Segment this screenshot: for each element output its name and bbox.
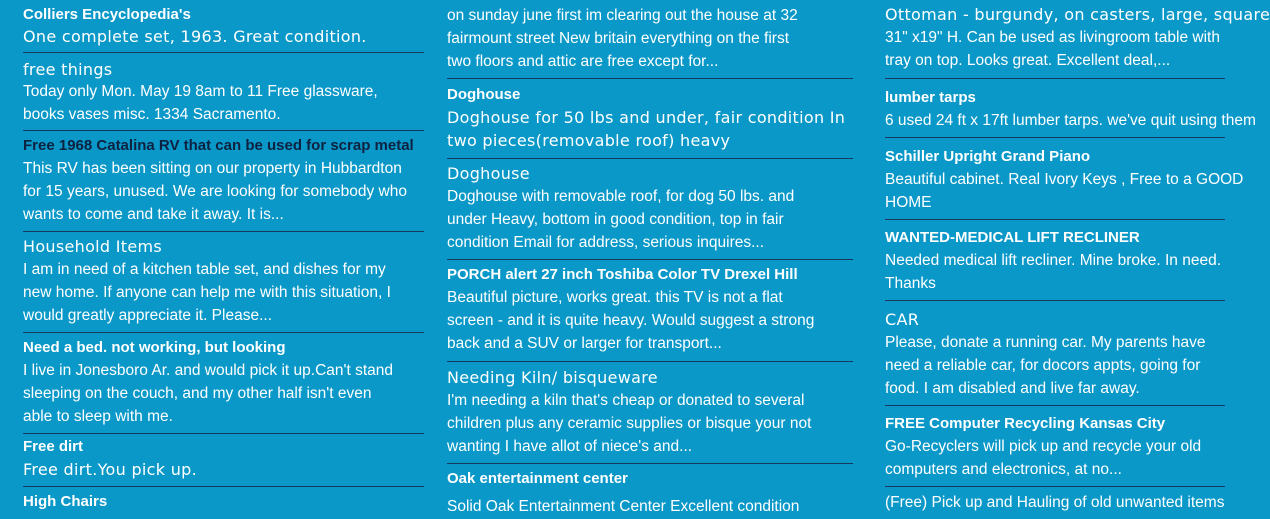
listing-description: 31" x19" H. Can be used as livingroom table with xyxy=(885,29,1220,46)
listing-title[interactable]: Household Items xyxy=(23,237,163,256)
listing-card[interactable] xyxy=(23,337,424,428)
listing-title[interactable]: Need a bed. not working, but looking xyxy=(23,339,286,356)
listing-card[interactable] xyxy=(23,236,424,327)
listing-description: for 15 years, unused. We are looking for somebody who xyxy=(23,183,407,200)
divider xyxy=(23,231,424,232)
listing-description: wanting I have allot of niece's and... xyxy=(447,438,693,455)
listing-description: Needed medical lift recliner. Mine broke. In need. xyxy=(885,252,1222,269)
divider xyxy=(23,486,424,487)
listing-card[interactable] xyxy=(885,227,1225,295)
divider xyxy=(447,259,853,260)
divider xyxy=(447,78,853,79)
divider xyxy=(885,486,1225,487)
divider xyxy=(447,361,853,362)
listing-card[interactable] xyxy=(885,491,1225,514)
listing-card[interactable] xyxy=(23,59,424,126)
listing-description: Ottoman - burgundy, on casters, large, square xyxy=(885,5,1270,24)
listing-description: I am in need of a kitchen table set, and dishes for my xyxy=(23,261,386,278)
listing-description: Thanks xyxy=(885,275,936,292)
listing-description: under Heavy, bottom in good condition, top in fair xyxy=(447,211,784,228)
listing-title[interactable]: Oak entertainment center xyxy=(447,470,628,487)
listing-title[interactable]: CAR xyxy=(885,310,920,329)
listing-card[interactable] xyxy=(447,4,853,73)
divider xyxy=(885,78,1225,79)
listing-title[interactable]: Doghouse xyxy=(447,164,530,183)
divider xyxy=(885,300,1225,301)
listing-card[interactable] xyxy=(447,163,853,254)
listing-description: HOME xyxy=(885,194,932,211)
listing-description: sleeping on the couch, and my other half isn't even xyxy=(23,385,372,402)
divider xyxy=(885,219,1225,220)
divider xyxy=(23,433,424,434)
listing-description: back and a SUV or larger for transport... xyxy=(447,335,722,352)
listing-description: computers and electronics, at no... xyxy=(885,461,1122,478)
listing-title[interactable]: Free dirt xyxy=(23,438,84,455)
listing-description: food. I am disabled and live far away. xyxy=(885,380,1140,397)
listing-description: Free dirt.You pick up. xyxy=(23,460,197,479)
divider xyxy=(23,52,424,53)
listing-description: Go-Recyclers will pick up and recycle your old xyxy=(885,438,1202,455)
listing-description: Beautiful picture, works great. this TV is not a flat xyxy=(447,289,783,306)
listing-card[interactable] xyxy=(23,491,424,513)
listing-title[interactable]: (Free) Pick up and Hauling of old unwanted items xyxy=(885,494,1225,511)
listing-card[interactable] xyxy=(447,84,853,152)
listing-title[interactable]: WANTED-MEDICAL LIFT RECLINER xyxy=(885,229,1140,246)
divider xyxy=(23,130,424,131)
listing-description: Beautiful cabinet. Real Ivory Keys , Free to a GOOD xyxy=(885,171,1244,188)
listing-description: on sunday june first im clearing out the house at 32 xyxy=(447,7,798,24)
listing-description: two pieces(removable roof) heavy xyxy=(447,131,731,150)
listing-description: screen - and it is quite heavy. Would suggest a strong xyxy=(447,312,815,329)
listing-description: tray on top. Looks great. Excellent deal,... xyxy=(885,52,1171,69)
divider xyxy=(23,332,424,333)
listing-description: One complete set, 1963. Great condition. xyxy=(23,27,367,46)
listing-card[interactable] xyxy=(885,413,1225,481)
listing-column-2 xyxy=(447,0,853,518)
listing-card[interactable] xyxy=(23,4,424,48)
listing-card[interactable] xyxy=(23,135,424,226)
divider xyxy=(885,405,1225,406)
listing-card[interactable] xyxy=(885,309,1225,400)
divider xyxy=(447,158,853,159)
listing-description: Solid Oak Entertainment Center Excellent condition xyxy=(447,498,800,515)
divider xyxy=(885,137,1225,138)
listing-description: Please, donate a running car. My parents have xyxy=(885,334,1206,351)
listing-title[interactable]: High Chairs xyxy=(23,493,108,510)
listing-description: children plus any ceramic supplies or bisque your not xyxy=(447,415,812,432)
listing-title[interactable]: Doghouse xyxy=(447,86,521,103)
listing-description: Doghouse with removable roof, for dog 50 lbs. and xyxy=(447,188,795,205)
listing-card[interactable] xyxy=(447,468,853,518)
listing-description: new home. If anyone can help me with this situation, I xyxy=(23,284,391,301)
listing-description: Today only Mon. May 19 8am to 11 Free glassware, xyxy=(23,83,378,100)
divider xyxy=(447,463,853,464)
listing-description: Doghouse for 50 lbs and under, fair condition In xyxy=(447,108,846,127)
listing-description: two floors and attic are free except for... xyxy=(447,53,719,70)
listing-title[interactable]: Needing Kiln/ bisqueware xyxy=(447,368,658,387)
listing-card[interactable] xyxy=(447,367,853,458)
listing-title[interactable]: Colliers Encyclopedia's xyxy=(23,6,191,23)
listing-description: fairmount street New britain everything on the first xyxy=(447,30,790,47)
listing-title[interactable]: Schiller Upright Grand Piano xyxy=(885,148,1091,165)
listing-description: I'm needing a kiln that's cheap or donated to several xyxy=(447,392,805,409)
listing-description: able to sleep with me. xyxy=(23,408,173,425)
listing-description: condition Email for address, serious inquires... xyxy=(447,234,765,251)
listing-title[interactable]: free things xyxy=(23,60,113,79)
listing-description: I live in Jonesboro Ar. and would pick it up.Can't stand xyxy=(23,362,394,379)
listing-column-1 xyxy=(23,0,424,513)
listing-description: books vases misc. 1334 Sacramento. xyxy=(23,106,281,123)
listing-card[interactable] xyxy=(885,3,1270,72)
listing-title[interactable]: Free 1968 Catalina RV that can be used for scrap metal xyxy=(23,137,414,154)
listing-title[interactable]: lumber tarps xyxy=(885,89,976,106)
listing-description: need a reliable car, for docors appts, going for xyxy=(885,357,1201,374)
listing-description: wants to come and take it away. It is... xyxy=(23,206,284,223)
listing-card[interactable] xyxy=(885,146,1244,214)
listing-column-3 xyxy=(885,0,1270,514)
listing-title[interactable]: PORCH alert 27 inch Toshiba Color TV Drexel Hill xyxy=(447,266,798,283)
listing-description: 6 used 24 ft x 17ft lumber tarps. we've quit using them xyxy=(885,112,1256,129)
listing-card[interactable] xyxy=(885,87,1256,132)
listing-description: This RV has been sitting on our property in Hubbardton xyxy=(23,160,402,177)
listing-title[interactable]: FREE Computer Recycling Kansas City xyxy=(885,415,1166,432)
listing-card[interactable] xyxy=(447,264,853,355)
listing-card[interactable] xyxy=(23,436,424,481)
listing-description: would greatly appreciate it. Please... xyxy=(23,307,272,324)
